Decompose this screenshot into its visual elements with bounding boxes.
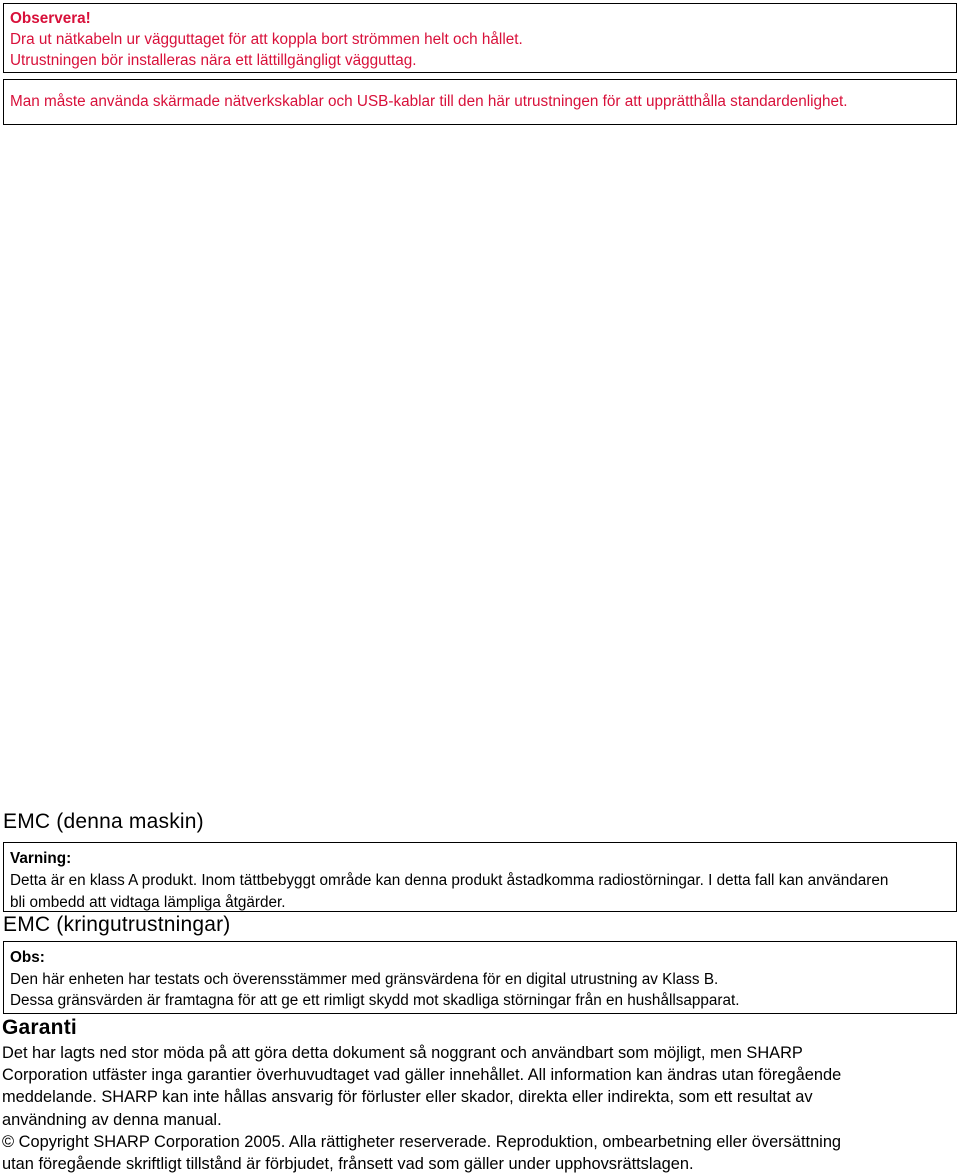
cables-text: Man måste använda skärmade nätverkskablar och USB-kablar till den här utrustningen för att upprätthålla standardenlighet. [10, 93, 848, 110]
copyright-line: utan föregående skriftligt tillstånd är förbjudet, frånsett vad som gäller under upphovsrättslagen. [2, 1155, 694, 1174]
garanti-heading: Garanti [2, 1016, 77, 1039]
emc-peripherals-heading: EMC (kringutrustningar) [3, 913, 231, 936]
garanti-line: Det har lagts ned stor möda på att göra detta dokument så noggrant och användbart som möjligt, men SHARP [2, 1044, 803, 1062]
garanti-line: meddelande. SHARP kan inte hållas ansvarig för förluster eller skador, direkta eller indirekta, som ett resultat av [2, 1088, 813, 1107]
notice-label: Observera! [10, 10, 91, 27]
notice-box-cables [3, 79, 957, 125]
warning-label: Varning: [10, 850, 72, 867]
warning-line: bli ombedd att vidtaga lämpliga åtgärder. [10, 894, 286, 911]
obs-label: Obs: [10, 949, 45, 966]
garanti-line: användning av denna manual. [2, 1110, 222, 1129]
warning-line: Detta är en klass A produkt. Inom tättbebyggt område kan denna produkt åstadkomma radiostörningar. I detta fall kan användaren [10, 872, 889, 889]
notice-line: Dra ut nätkabeln ur vägguttaget för att koppla bort strömmen helt och hållet. [10, 31, 523, 48]
emc-machine-heading: EMC (denna maskin) [3, 810, 204, 833]
obs-line: Dessa gränsvärden är framtagna för att ge ett rimligt skydd mot skadliga störningar från en hushållsapparat. [10, 992, 740, 1009]
emc-peripherals-box [3, 941, 957, 1014]
copyright-line: © Copyright SHARP Corporation 2005. Alla rättigheter reserverade. Reproduktion, ombearbetning eller översättning [2, 1132, 842, 1151]
notice-box-observera [3, 3, 957, 73]
obs-line: Den här enheten har testats och överensstämmer med gränsvärdena för en digital utrustning av Klass B. [10, 970, 719, 988]
garanti-line: Corporation utfäster inga garantier överhuvudtaget vad gäller innehållet. All information kan ändras utan föregående [2, 1066, 842, 1085]
garanti-body [2, 1042, 957, 1175]
emc-machine-box [3, 842, 957, 912]
notice-line: Utrustningen bör installeras nära ett lättillgängligt vägguttag. [10, 52, 417, 69]
